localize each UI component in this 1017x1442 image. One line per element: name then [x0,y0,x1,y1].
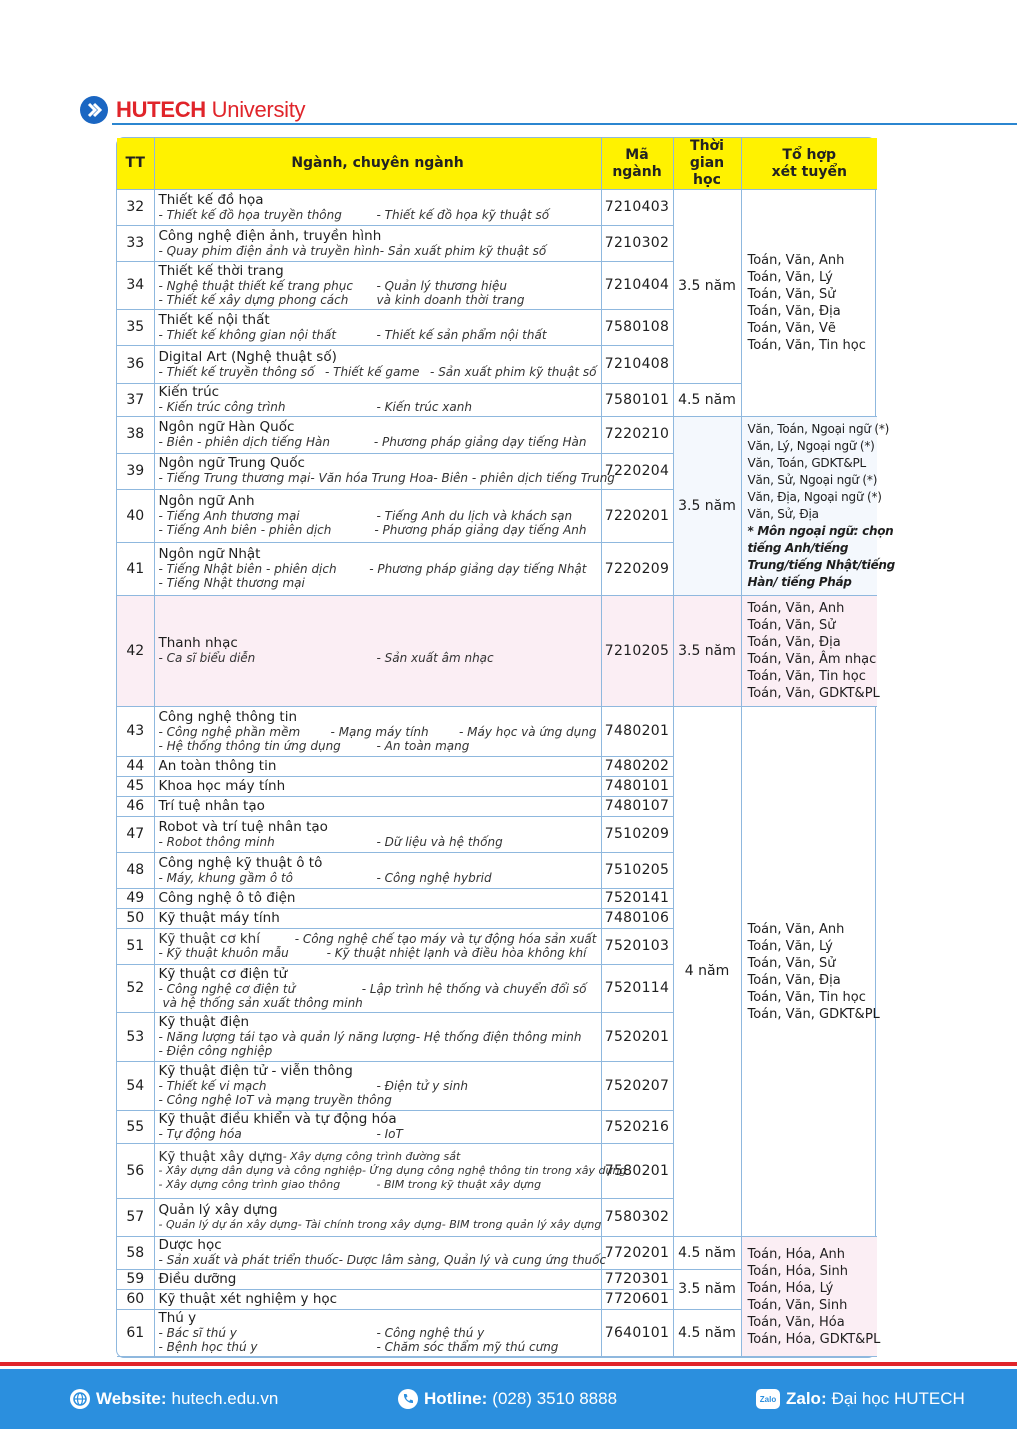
major-code: 7480101 [601,777,673,797]
duration: 4.5 năm [673,1310,741,1357]
specialization: - Ứng dụng công nghệ thông tin trong xây dựng [361,1163,627,1177]
subject-combinations [741,596,880,707]
combo-item: Toán, Văn, Vẽ [747,321,836,336]
row-number: 37 [117,384,154,417]
major-name: Kỹ thuật điều khiển và tự động hóa [158,1111,397,1127]
specialization: - Điện tử y sinh [376,1079,468,1093]
specialization: - Biên - phiên dịch tiếng Hàn [158,434,330,449]
combo-item: Văn, Sử, Ngoại ngữ (*) [747,473,878,487]
combo-item: Toán, Hóa, Sinh [747,1263,848,1279]
specialization: - Bác sĩ thú y [158,1326,237,1340]
row-number: 58 [117,1237,154,1270]
specialization: - Tiếng Anh du lịch và khách sạn [376,509,573,524]
row-number: 39 [117,453,154,490]
specialization: - Thiết kế không gian nội thất [158,327,337,342]
combo-item: Toán, Văn, Địa [747,972,841,988]
chevron-right-icon [80,96,108,124]
major-code: 7640101 [601,1310,673,1357]
major-name: Thiết kế thời trang [158,262,284,279]
major-name: Thanh nhạc [158,635,238,651]
major-name: Điều dưỡng [158,1270,237,1287]
combo-item: Toán, Văn, Âm nhạc [747,652,877,667]
specialization: - Công nghệ phần mềm [158,724,301,739]
combo-item: Văn, Toán, GDKT&PL [747,456,867,470]
specialization: - Thiết kế đồ họa kỹ thuật số [376,207,550,222]
major-name: Quản lý xây dựng [158,1201,278,1218]
major-code: 7720601 [601,1290,673,1310]
major-name: Thú y [158,1310,197,1326]
major-code: 7580101 [601,384,673,417]
row-number: 57 [117,1199,154,1237]
major-code: 7520201 [601,1013,673,1062]
specialization: - Công nghệ thú y [376,1326,485,1340]
specialization: - Hệ thống điện thông minh [415,1030,582,1044]
major-cell [154,797,601,817]
specialization: - Dữ liệu và hệ thống [376,834,503,849]
major-cell [154,490,601,543]
row-number: 51 [117,929,154,965]
combo-item: Văn, Sử, Địa [747,507,819,521]
major-name: Kỹ thuật điện tử - viễn thông [158,1063,353,1079]
specialization: - Phương pháp giảng dạy tiếng Hàn [373,434,587,449]
major-cell [154,1144,627,1199]
row-number: 48 [117,853,154,889]
combo-item: Toán, Văn, Sinh [747,1297,848,1313]
combo-note: tiếng Anh/tiếng [747,541,849,555]
combo-item: Toán, Văn, Anh [747,601,845,616]
row-number: 47 [117,817,154,853]
row-number: 33 [117,226,154,262]
major-name: Khoa học máy tính [158,777,286,794]
specialization: - IoT [376,1127,403,1141]
specialization: - An toàn mạng [376,738,470,753]
major-cell [154,310,601,346]
specialization: - Sản xuất âm nhạc [376,651,494,665]
major-code: 7720301 [601,1270,673,1290]
duration: 4 năm [673,707,741,1237]
major-cell [154,1237,607,1270]
major-name: Công nghệ kỹ thuật ô tô [158,854,323,871]
major-code: 7520141 [601,889,673,909]
row-number: 54 [117,1062,154,1111]
combo-item: Toán, Văn, Hóa [747,1314,845,1330]
major-cell [154,1270,601,1290]
combo-item: Toán, Văn, Tin học [747,338,866,353]
row-number: 40 [117,490,154,543]
major-cell [154,346,601,384]
combo-item: Toán, Văn, Lý [747,938,833,954]
major-code: 7220209 [601,543,673,596]
specialization: - Kỹ thuật khuôn mẫu [158,946,289,960]
specialization: - Tiếng Trung thương mại [158,471,311,486]
major-name: Trí tuệ nhân tạo [158,797,265,814]
row-number: 34 [117,262,154,310]
combo-item: Toán, Văn, Tin học [747,669,866,684]
brand-logo [80,94,305,126]
specialization: - Mạng máy tính [330,724,429,739]
row-number: 50 [117,909,154,929]
major-cell [154,453,615,490]
row-number: 38 [117,417,154,454]
major-name: An toàn thông tin [158,757,277,774]
specialization: - BIM trong kỹ thuật xây dựng [376,1177,542,1191]
combo-note: * Môn ngoại ngữ: chọn [747,524,894,538]
major-code: 7210408 [601,346,673,384]
specialization: và hệ thống sản xuất thông minh [162,995,363,1010]
specialization: - Tự động hóa [158,1127,242,1141]
major-cell [154,757,601,777]
major-cell [154,1013,601,1062]
row-number: 59 [117,1270,154,1290]
specialization: - Tiếng Nhật biên - phiên dịch [158,562,337,577]
duration: 3.5 năm [673,190,741,384]
specialization: - Thiết kế đồ họa truyền thông [158,207,342,222]
major-name: Kỹ thuật máy tính [158,909,280,926]
major-code: 7520103 [601,929,673,965]
specialization: - Tài chính trong xây dựng [297,1217,442,1231]
major-cell [154,596,601,707]
specialization: - Công nghệ hybrid [376,870,492,885]
major-cell [154,853,601,889]
combo-item: Toán, Hóa, Anh [747,1246,845,1262]
duration: 3.5 năm [673,417,741,596]
major-cell [154,965,601,1013]
row-number: 52 [117,965,154,1013]
major-name: Kiến trúc [158,384,220,400]
globe-icon [70,1389,90,1409]
footer-hotline[interactable]: Hotline: (028) 3510 8888 [398,1389,617,1409]
specialization: - Quay phim điện ảnh và truyền hình [158,243,380,258]
table-row [117,1237,877,1270]
major-name: Ngôn ngữ Hàn Quốc [158,418,295,435]
row-number: 32 [117,190,154,226]
major-name: Kỹ thuật điện [158,1014,250,1030]
major-code: 7220210 [601,417,673,454]
table-row [117,596,877,707]
combo-item: Văn, Địa, Ngoại ngữ (*) [747,490,882,504]
specialization: - Xây dựng dân dụng và công nghiệp [158,1163,362,1177]
row-number: 44 [117,757,154,777]
major-name: Kỹ thuật cơ khí [158,931,260,947]
row-number: 35 [117,310,154,346]
major-code: 7220201 [601,490,673,543]
major-code: 7520216 [601,1111,673,1144]
combo-item: Toán, Văn, Địa [747,304,841,319]
duration: 3.5 năm [673,1270,741,1310]
specialization: - Kiến trúc công trình [158,400,286,414]
row-number: 53 [117,1013,154,1062]
major-cell [154,909,601,929]
major-cell [154,1310,601,1357]
major-cell [154,707,601,757]
specialization: - Kiến trúc xanh [376,400,472,414]
major-name: Kỹ thuật xét nghiệm y học [158,1290,338,1307]
combo-item: Toán, Văn, Lý [747,270,833,285]
specialization: - Tiếng Nhật thương mại [158,576,305,591]
specialization: - Sản xuất phim kỹ thuật số [430,364,597,379]
specialization: - Văn hóa Trung Hoa [310,471,434,486]
row-number: 42 [117,596,154,707]
specialization: - Xây dựng công trình đường sắt [282,1149,461,1163]
specialization: - Nghệ thuật thiết kế trang phục [158,278,353,293]
major-code: 7210302 [601,226,673,262]
major-code: 7480201 [601,707,673,757]
major-name: Kỹ thuật cơ điện tử [158,965,288,982]
row-number: 45 [117,777,154,797]
specialization: và kinh doanh thời trang [376,292,525,307]
major-cell [154,1290,601,1310]
major-cell [154,1199,601,1237]
table-row [117,190,877,226]
major-cell [154,417,601,454]
major-name: Công nghệ thông tin [158,708,298,725]
major-code: 7210205 [601,596,673,707]
duration: 4.5 năm [673,1237,741,1270]
major-code: 7210403 [601,190,673,226]
specialization: - Hệ thống thông tin ứng dụng [158,738,341,753]
combo-item: Toán, Văn, Sử [747,955,836,971]
major-name: Công nghệ ô tô điện [158,889,296,906]
combo-item: Toán, Hóa, GDKT&PL [747,1331,881,1347]
major-cell [154,190,601,226]
phone-icon [398,1389,418,1409]
major-code: 7510209 [601,817,673,853]
major-name: Kỹ thuật xây dựng [158,1148,283,1165]
specialization: - Bệnh học thú y [158,1340,258,1354]
major-cell [154,817,601,853]
major-cell [154,1111,601,1144]
major-name: Robot và trí tuệ nhân tạo [158,818,328,835]
footer-divider [0,1362,1017,1366]
specialization: - Máy học và ứng dụng [459,724,597,739]
major-code: 7510205 [601,853,673,889]
table-header-row [117,138,877,190]
table-row [117,707,877,757]
combo-item: Văn, Lý, Ngoại ngữ (*) [747,439,875,453]
combo-item: Toán, Văn, Anh [747,921,845,937]
zalo-icon: Zalo [756,1389,780,1409]
row-number: 61 [117,1310,154,1357]
specialization: - Công nghệ cơ điện tử [158,981,296,996]
specialization: - Năng lượng tái tạo và quản lý năng lượng [158,1030,416,1044]
specialization: - Xây dựng công trình giao thông [158,1177,341,1191]
major-cell [154,1062,601,1111]
col-header-tt: TT [117,138,154,190]
specialization: - Quản lý thương hiệu [376,278,507,293]
combo-item: Toán, Văn, Sử [747,287,836,302]
combo-note: Hàn/ tiếng Pháp [747,575,852,589]
major-code: 7480106 [601,909,673,929]
major-code: 7580201 [601,1144,673,1199]
row-number: 49 [117,889,154,909]
combo-item: Toán, Văn, Tin học [747,989,866,1005]
specialization: - Sản xuất và phát triển thuốc [158,1253,339,1267]
major-name: Thiết kế nội thất [158,311,270,328]
specialization: - Quản lý dự án xây dựng [158,1217,298,1231]
brand-name: HUTECH University [116,97,306,122]
table-row [117,417,877,454]
duration: 3.5 năm [673,596,741,707]
specialization: - Thiết kế sản phẩm nội thất [376,327,547,342]
specialization: - Phương pháp giảng dạy tiếng Anh [374,523,587,538]
specialization: - Kỹ thuật nhiệt lạnh và điều hòa không khí [326,946,587,960]
specialization: - Thiết kế vi mạch [158,1079,267,1093]
combo-item: Toán, Văn, GDKT&PL [747,1006,880,1022]
specialization: - BIM trong quản lý xây dựng [441,1217,602,1231]
subject-combinations [741,190,877,417]
row-number: 60 [117,1290,154,1310]
major-code: 7480107 [601,797,673,817]
major-cell [154,777,601,797]
specialization: - Tiếng Anh thương mại [158,509,300,524]
col-header-combo: Tổ hợp xét tuyển [741,138,877,190]
specialization: - Thiết kế game [324,364,420,379]
footer-bar [0,1369,1017,1429]
row-number: 43 [117,707,154,757]
major-cell [154,889,601,909]
major-cell [154,929,601,965]
major-code: 7210404 [601,262,673,310]
row-number: 46 [117,797,154,817]
specialization: - Lập trình hệ thống và chuyển đổi số [361,981,587,996]
major-code: 7520207 [601,1062,673,1111]
major-name: Dược học [158,1237,222,1253]
specialization: - Phương pháp giảng dạy tiếng Nhật [369,562,587,577]
specialization: - Thiết kế truyền thông số [158,364,315,379]
major-code: 7520114 [601,965,673,1013]
combo-item: Toán, Văn, Anh [747,253,845,268]
subject-combinations [741,417,895,596]
major-code: 7580302 [601,1199,673,1237]
row-number: 56 [117,1144,154,1199]
specialization: - Chăm sóc thẩm mỹ thú cưng [376,1340,559,1354]
duration: 4.5 năm [673,384,741,417]
col-header-code: Mã ngành [601,138,673,190]
major-name: Thiết kế đồ họa [158,191,264,208]
major-code: 7720201 [601,1237,673,1270]
specialization: - Sản xuất phim kỹ thuật số [379,243,547,258]
row-number: 55 [117,1111,154,1144]
major-code: 7220204 [601,453,673,490]
specialization: - Thiết kế xây dựng phong cách [158,292,349,307]
specialization: - Ca sĩ biểu diễn [158,651,256,665]
major-cell [154,384,601,417]
combo-item: Toán, Văn, GDKT&PL [747,686,880,701]
col-header-major: Ngành, chuyên ngành [154,138,601,190]
footer-website[interactable]: Website: hutech.edu.vn [70,1389,278,1409]
specialization: - Điện công nghiệp [158,1044,273,1058]
subject-combinations [741,1237,881,1357]
major-name: Công nghệ điện ảnh, truyền hình [158,227,382,244]
specialization: - Biên - phiên dịch tiếng Trung [433,471,615,486]
specialization: - Tiếng Anh biên - phiên dịch [158,523,332,538]
specialization: - Dược lâm sàng, Quản lý và cung ứng thuốc [338,1253,607,1267]
major-cell [154,543,601,596]
combo-item: Toán, Văn, Sử [747,618,836,633]
row-number: 36 [117,346,154,384]
row-number: 41 [117,543,154,596]
specialization: - Robot thông minh [158,834,275,849]
specialization: - Công nghệ IoT và mạng truyền thông [158,1093,392,1107]
combo-item: Toán, Văn, Địa [747,635,841,650]
col-header-duration: Thời gian học [673,138,741,190]
major-cell [154,226,601,262]
major-code: 7480202 [601,757,673,777]
major-name: Ngôn ngữ Trung Quốc [158,455,305,472]
majors-table [116,137,895,1358]
major-name: Ngôn ngữ Anh [158,493,255,510]
subject-combinations [741,707,880,1237]
specialization: - Máy, khung gầm ô tô [158,870,294,885]
combo-item: Văn, Toán, Ngoại ngữ (*) [747,422,890,436]
major-name: Ngôn ngữ Nhật [158,546,261,563]
major-cell [154,262,601,310]
major-code: 7580108 [601,310,673,346]
footer-zalo[interactable]: Zalo Zalo: Đại học HUTECH [756,1389,965,1409]
major-name: Digital Art (Nghệ thuật số) [158,348,337,365]
combo-note: Trung/tiếng Nhật/tiếng [747,558,895,572]
header-divider [112,123,1017,125]
specialization: - Công nghệ chế tạo máy và tự động hóa sản xuất [294,932,597,946]
combo-item: Toán, Hóa, Lý [747,1280,834,1296]
